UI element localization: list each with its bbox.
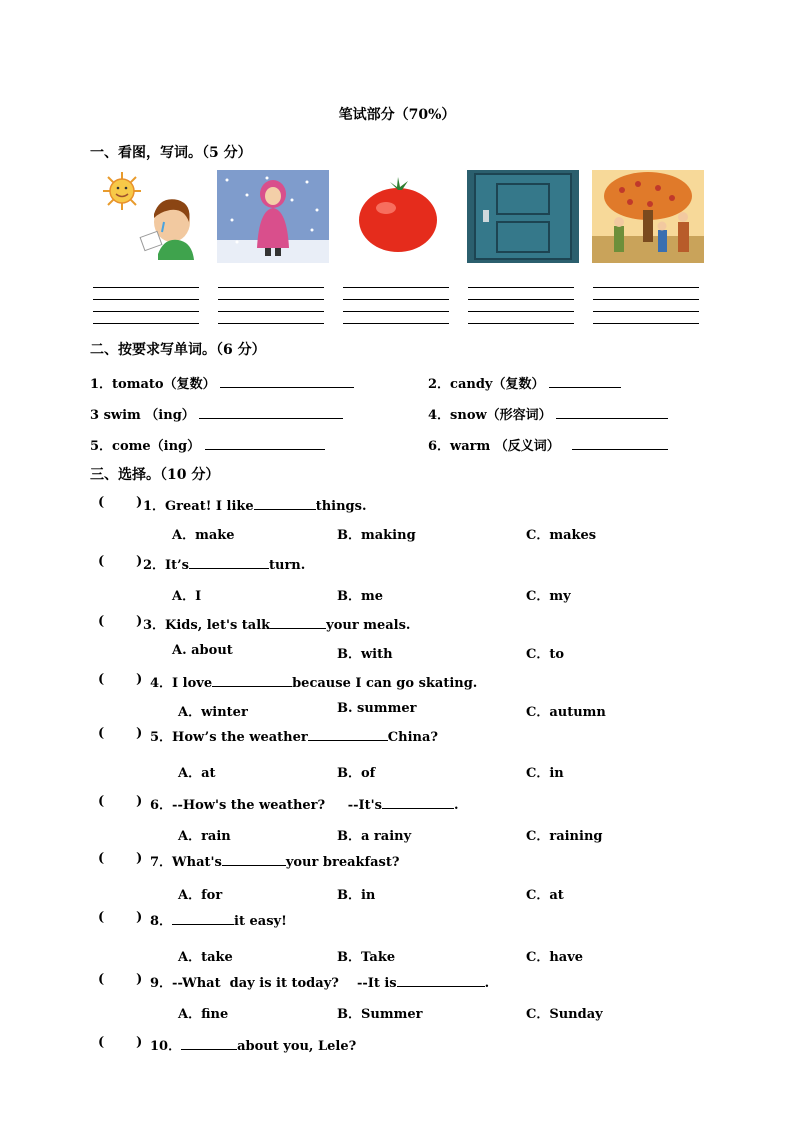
answer-blank[interactable] bbox=[220, 375, 354, 388]
option-b[interactable]: B．in bbox=[337, 888, 376, 903]
answer-blank[interactable] bbox=[172, 912, 234, 925]
option-c[interactable]: C．makes bbox=[526, 528, 597, 543]
picture-tomato bbox=[342, 170, 454, 263]
word-item-label: 2．candy（复数） bbox=[428, 377, 545, 392]
answer-blank[interactable] bbox=[397, 974, 485, 987]
answer-blank[interactable] bbox=[222, 853, 286, 866]
option-a[interactable]: A．fine bbox=[178, 1007, 229, 1022]
section-1-heading: 一、看图，写词。（5 分） bbox=[90, 145, 252, 161]
picture-girl-in-snow bbox=[217, 170, 329, 263]
word-item-label: 5．come（ing） bbox=[90, 439, 201, 454]
answer-blank[interactable] bbox=[181, 1037, 237, 1050]
answer-paren[interactable]: ( ) bbox=[98, 1035, 143, 1050]
answer-blank[interactable] bbox=[556, 406, 668, 419]
word-item-3 bbox=[90, 404, 343, 423]
answer-paren[interactable]: ( ) bbox=[98, 910, 143, 925]
answer-paren[interactable]: ( ) bbox=[98, 672, 143, 687]
option-b[interactable]: B．a rainy bbox=[337, 829, 412, 844]
word-item-6 bbox=[428, 435, 668, 454]
section-3-heading: 三、选择。（10 分） bbox=[90, 467, 220, 483]
answer-paren[interactable]: ( ) bbox=[98, 614, 143, 629]
answer-paren[interactable]: ( ) bbox=[98, 851, 143, 866]
picture-autumn-tree-family bbox=[592, 170, 704, 263]
question-9: 9．--What day is it today? --It is . bbox=[150, 976, 490, 991]
answer-blank[interactable] bbox=[189, 556, 269, 569]
answer-blank[interactable] bbox=[205, 437, 325, 450]
answer-paren[interactable]: ( ) bbox=[98, 794, 143, 809]
word-item-1 bbox=[90, 373, 354, 392]
answer-blank[interactable] bbox=[254, 497, 316, 510]
question-6: 6．--How's the weather? --It's . bbox=[150, 798, 459, 813]
question-5: 5．How’s the weather China? bbox=[150, 730, 438, 745]
option-a[interactable]: A．at bbox=[178, 766, 216, 781]
question-4: 4．I love because I can go skating. bbox=[150, 676, 478, 691]
question-3: 3．Kids, let's talk your meals. bbox=[143, 618, 411, 633]
answer-blank[interactable] bbox=[572, 437, 668, 450]
option-a[interactable]: A．make bbox=[172, 528, 235, 543]
answer-lines-3[interactable] bbox=[343, 276, 449, 324]
answer-blank[interactable] bbox=[308, 728, 388, 741]
option-c[interactable]: C．Sunday bbox=[526, 1007, 603, 1022]
answer-blank[interactable] bbox=[270, 616, 326, 629]
option-a[interactable]: A．for bbox=[178, 888, 223, 903]
answer-blank[interactable] bbox=[382, 796, 454, 809]
option-a[interactable]: A．rain bbox=[178, 829, 231, 844]
option-b[interactable]: B．making bbox=[337, 528, 416, 543]
answer-blank[interactable] bbox=[199, 406, 343, 419]
page-title: 笔试部分（70%） bbox=[338, 107, 456, 123]
word-item-label: 4．snow（形容词） bbox=[428, 408, 552, 423]
option-a[interactable]: A．take bbox=[178, 950, 233, 965]
word-item-5 bbox=[90, 435, 325, 454]
question-7: 7．What's your breakfast? bbox=[150, 855, 400, 870]
option-c[interactable]: C．to bbox=[526, 647, 565, 662]
option-a[interactable]: A．winter bbox=[178, 705, 248, 720]
section-2-heading: 二、按要求写单词。（6 分） bbox=[90, 342, 266, 358]
word-item-label: 1．tomato（复数） bbox=[90, 377, 216, 392]
option-b[interactable]: B．me bbox=[337, 589, 384, 604]
option-a[interactable]: A．I bbox=[172, 589, 202, 604]
answer-paren[interactable]: ( ) bbox=[98, 972, 143, 987]
word-item-label: 3 swim （ing） bbox=[90, 408, 195, 423]
question-10: 10． about you, Lele? bbox=[150, 1039, 357, 1054]
word-item-2 bbox=[428, 373, 621, 392]
question-8: 8． it easy! bbox=[150, 914, 287, 929]
word-item-4 bbox=[428, 404, 668, 423]
option-b[interactable]: B．with bbox=[337, 647, 393, 662]
answer-blank[interactable] bbox=[212, 674, 292, 687]
question-1: 1．Great! I like things. bbox=[143, 499, 367, 514]
question-2: 2．It’s turn. bbox=[143, 558, 306, 573]
answer-lines-4[interactable] bbox=[468, 276, 574, 324]
option-b[interactable]: B. summer bbox=[337, 701, 417, 716]
word-item-label: 6．warm （反义词） bbox=[428, 439, 560, 454]
option-c[interactable]: C．raining bbox=[526, 829, 603, 844]
answer-lines-2[interactable] bbox=[218, 276, 324, 324]
answer-paren[interactable]: ( ) bbox=[98, 554, 143, 569]
option-b[interactable]: B．Summer bbox=[337, 1007, 423, 1022]
option-c[interactable]: C．autumn bbox=[526, 705, 606, 720]
picture-sun-crying-boy bbox=[92, 170, 204, 263]
answer-lines-1[interactable] bbox=[93, 276, 199, 324]
option-c[interactable]: C．at bbox=[526, 888, 564, 903]
picture-door bbox=[467, 170, 579, 263]
answer-paren[interactable]: ( ) bbox=[98, 495, 143, 510]
answer-blank[interactable] bbox=[549, 375, 621, 388]
option-c[interactable]: C．in bbox=[526, 766, 564, 781]
option-c[interactable]: C．have bbox=[526, 950, 584, 965]
option-c[interactable]: C．my bbox=[526, 589, 571, 604]
option-b[interactable]: B．of bbox=[337, 766, 376, 781]
option-b[interactable]: B．Take bbox=[337, 950, 396, 965]
answer-paren[interactable]: ( ) bbox=[98, 726, 143, 741]
option-a[interactable]: A. about bbox=[172, 643, 233, 658]
answer-lines-5[interactable] bbox=[593, 276, 699, 324]
